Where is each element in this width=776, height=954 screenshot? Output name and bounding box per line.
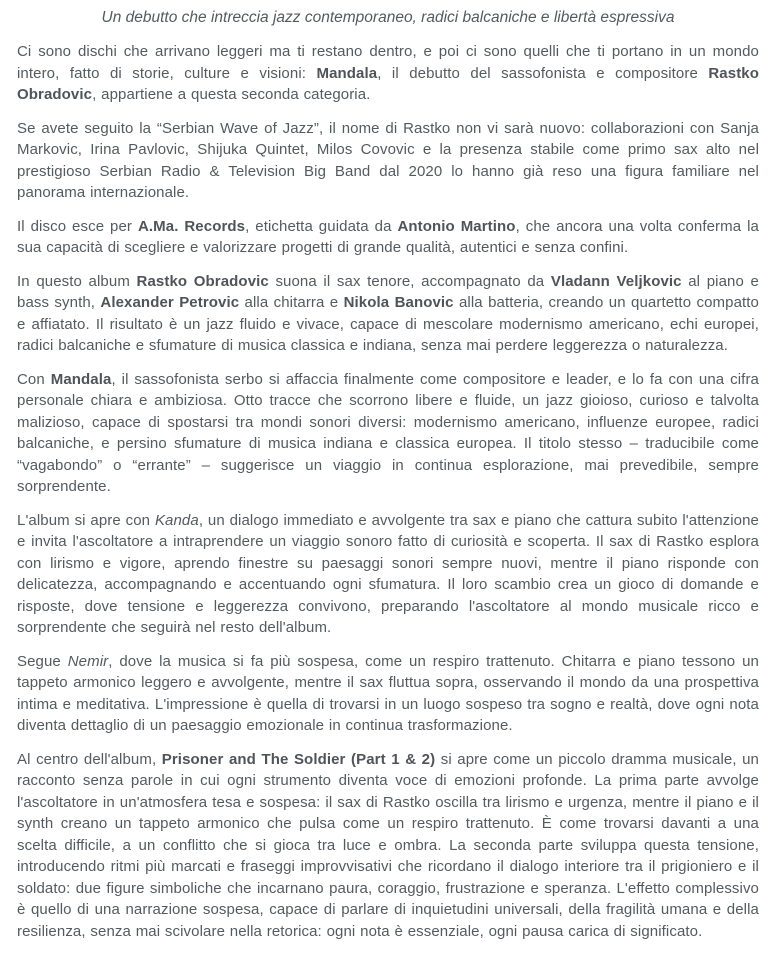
emphasized-name: Mandala bbox=[50, 370, 112, 388]
article-paragraph bbox=[17, 118, 759, 204]
text-segment: Al centro dell'album, bbox=[17, 750, 162, 768]
article-subtitle: Un debutto che intreccia jazz contemporaneo, radici balcaniche e libertà espressiva bbox=[101, 9, 675, 26]
emphasized-name: Mandala bbox=[316, 64, 378, 82]
emphasized-name: Vladann Veljkovic bbox=[550, 272, 682, 290]
text-segment: , etichetta guidata da bbox=[245, 217, 398, 235]
track-title: Kanda bbox=[154, 511, 199, 529]
emphasized-name: Rastko Obradovic bbox=[17, 64, 759, 103]
text-segment: Ci sono dischi che arrivano leggeri ma ti restano dentro, e poi ci sono quelli che ti portano in un mondo intero, fatto di storie, culture e visioni: bbox=[17, 43, 759, 82]
emphasized-name: Antonio Martino bbox=[397, 217, 516, 235]
text-segment: , che ancora una volta conferma la sua capacità di scegliere e valorizzare progetti di grande qualità, autentici e senza confini. bbox=[17, 217, 759, 256]
article-paragraph bbox=[17, 651, 759, 737]
text-segment: al piano e bass synth, bbox=[17, 272, 759, 311]
article-paragraph bbox=[17, 216, 759, 259]
emphasized-name: A.Ma. Records bbox=[137, 217, 246, 235]
article-paragraph bbox=[17, 510, 759, 639]
text-segment: si apre come un piccolo dramma musicale, un racconto senza parole in cui ogni strumento diventa voce di emozioni profonde. La prima parte avvolge l'ascoltatore in un'atmosfera tesa e sospesa: il sax di Rastko oscilla tra lirismo e urgenza, mentre il piano e il synth creano un tappeto armonico che pulsa come un respiro trattenuto. È come trovarsi davanti a una scelta difficile, a un conflitto che si gioca tra luce e ombra. La seconda parte sviluppa questa tensione, introducendo ritmi più marcati e fraseggi improvvisativi che ricordano il dialogo interiore tra il prigioniero e il soldato: due figure simboliche che incarnano paura, coraggio, frustrazione e speranza. L'effetto complessivo è quello di una narrazione sospesa, capace di parlare di inquietudini universali, della fragilità umana e della resilienza, senza mai scivolare nella retorica: ogni nota è essenziale, ogni pausa carica di significato. bbox=[17, 750, 760, 940]
article-paragraph bbox=[17, 749, 759, 943]
text-segment: Segue bbox=[17, 652, 68, 670]
text-segment: Se avete seguito la “Serbian Wave of Jazz”, il nome di Rastko non vi sarà nuovo: collaborazioni con Sanja Markovic, Irina Pavlovic, Shijuka Quintet, Milos Covovic e la presenza stabile come primo sax alto nel prestigioso Serbian Radio & Television Big Band dal 2020 lo hanno già reso una figura familiare nel panorama internazionale. bbox=[17, 119, 759, 201]
text-segment: L'album si apre con bbox=[17, 511, 155, 529]
article-paragraph bbox=[17, 271, 759, 357]
text-segment: , il debutto del sassofonista e compositore bbox=[377, 64, 709, 82]
text-segment: In questo album bbox=[17, 272, 137, 290]
article-paragraph bbox=[17, 369, 759, 498]
emphasized-name: Rastko Obradovic bbox=[136, 272, 269, 290]
text-segment: alla batteria, creando un quartetto compatto e affiatato. Il risultato è un jazz fluido e vivace, capace di mescolare modernismo americano, echi europei, radici balcaniche e sfumature di musica classica e indiana, senza mai perdere leggerezza o naturalezza. bbox=[17, 294, 759, 354]
emphasized-name: Prisoner and The Soldier (Part 1 & 2) bbox=[161, 750, 436, 768]
text-segment: Il disco esce per bbox=[17, 217, 138, 235]
text-segment: , il sassofonista serbo si affaccia finalmente come compositore e leader, e lo fa con una cifra personale chiara e ambiziosa. Otto tracce che scorrono libere e fluide, un jazz gioioso, curioso e talvolta malizioso, capace di spostarsi tra mondi sonori diversi: modernismo americano, influenze europee, radici balcaniche, e persino sfumature di musica indiana e classica europea. Il titolo stesso – traducibile come “vagabondo” o “errante” – suggerisce un viaggio in continua esplorazione, mai prevedibile, sempre sorprendente. bbox=[17, 370, 759, 495]
text-segment: , un dialogo immediato e avvolgente tra sax e piano che cattura subito l'attenzione e invita l'ascoltatore a intraprendere un viaggio sonoro fatto di curiosità e scoperta. Il sax di Rastko esplora con lirismo e vigore, aprendo finestre su paesaggi sonori sempre nuovi, mentre il piano risponde con delicatezza, accompagnando e accentuando ogni sfumatura. Il loro scambio crea un gioco di domande e risposte, dove tensione e leggerezza convivono, preparando l'ascoltatore al mondo musicale ricco e sorprendente che seguirà nel resto dell'album. bbox=[17, 511, 759, 636]
article-paragraphs bbox=[17, 41, 759, 942]
text-segment: , appartiene a questa seconda categoria. bbox=[92, 86, 371, 103]
text-segment: suona il sax tenore, accompagnato da bbox=[268, 272, 551, 290]
text-segment: alla chitarra e bbox=[239, 294, 344, 311]
text-segment: , dove la musica si fa più sospesa, come un respiro trattenuto. Chitarra e piano tessono un tappeto armonico leggero e avvolgente, mentre il sax fluttua sopra, osservando il mondo da una prospettiva intima e meditativa. L'impressione è quella di trovarsi in un luogo sospeso tra sogno e realtà, dove ogni nota diventa dettaglio di un paesaggio emozionale in continua trasformazione. bbox=[17, 652, 759, 734]
emphasized-name: Alexander Petrovic bbox=[100, 294, 240, 311]
article-paragraph bbox=[17, 41, 759, 106]
emphasized-name: Nikola Banovic bbox=[343, 294, 454, 311]
track-title: Nemir bbox=[67, 652, 109, 670]
text-segment: Con bbox=[17, 370, 51, 388]
